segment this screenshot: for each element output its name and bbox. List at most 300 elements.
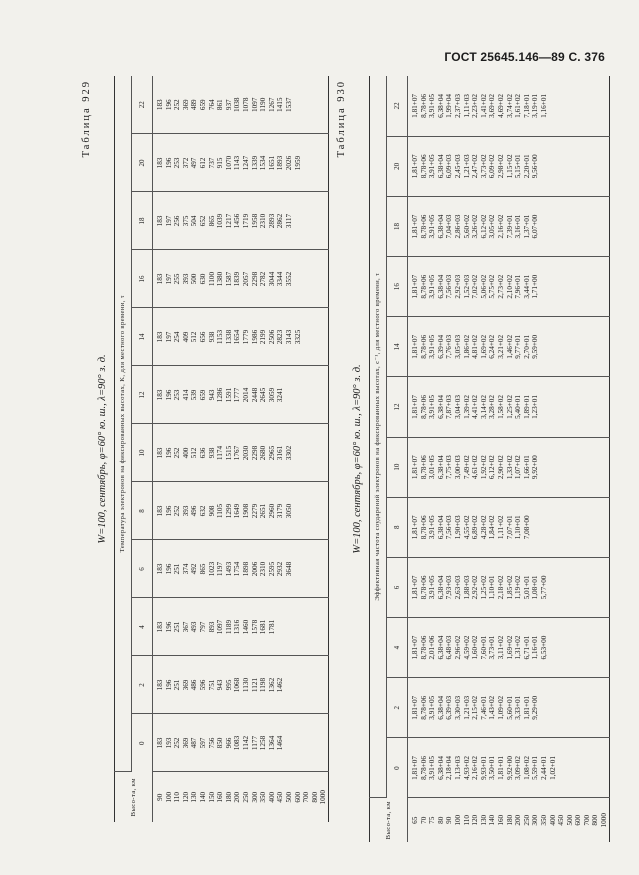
cell-value: 2782 <box>259 271 268 287</box>
cell-value: 3,28+02 <box>488 395 497 419</box>
cell-value: 1,16+01 <box>531 635 540 660</box>
cell-value: 1,81+07 <box>411 214 419 239</box>
cell-value: 1070 <box>224 155 233 171</box>
cell-value: 2,92+03 <box>453 274 462 299</box>
cell-value: 6,12+02 <box>479 214 488 239</box>
cell-value: 2006 <box>250 561 259 577</box>
cell-value: 5,60+01 <box>505 695 514 720</box>
value-column <box>408 377 610 437</box>
value-column <box>408 257 610 317</box>
altitude-value: 70 <box>419 816 428 824</box>
cell-value: 1038 <box>233 97 242 112</box>
cell-value: 1,99+04 <box>445 93 454 118</box>
cell-value: 8,78+06 <box>419 455 428 480</box>
cell-value: 938 <box>207 331 216 343</box>
cell-value: 7,49+02 <box>462 455 471 480</box>
cell-value: 8,78+06 <box>419 154 428 179</box>
cell-value: 2645 <box>259 387 268 403</box>
cell-value: 1754 <box>233 561 242 577</box>
cell-value: 1460 <box>241 619 250 635</box>
cell-value: 7,18+01 <box>522 93 531 118</box>
cell-value: 8,78+06 <box>419 756 428 780</box>
cell-value: 252 <box>173 99 182 111</box>
cell-value: 409 <box>181 331 190 343</box>
altitude-value: 200 <box>233 791 242 803</box>
cell-value: 8,78+06 <box>419 575 428 600</box>
column-header: 14 <box>132 308 153 366</box>
cell-value: 197 <box>164 273 173 285</box>
cell-value: 1,39+02 <box>462 395 471 419</box>
cell-value: 1,25+02 <box>505 395 514 419</box>
value-column <box>408 136 610 196</box>
cell-value: 1,81+07 <box>411 635 419 660</box>
table-block-930 <box>335 76 609 842</box>
cell-value: 1,81+07 <box>411 455 419 480</box>
value-column <box>153 598 329 656</box>
cell-value: 1779 <box>241 329 250 345</box>
cell-value: 2,44+01 <box>539 756 548 780</box>
value-column <box>153 540 329 598</box>
cell-value: 865 <box>207 215 216 227</box>
cell-value: 512 <box>190 447 199 459</box>
cell-value: 1,86+02 <box>462 334 471 359</box>
cell-value: 4,55+02 <box>462 515 471 540</box>
cell-value: 2,90+02 <box>496 455 505 480</box>
value-column <box>153 656 329 714</box>
altitude-value: 160 <box>496 814 505 826</box>
value-column <box>408 678 610 738</box>
altitude-value: 250 <box>241 791 250 803</box>
altitude-value: 250 <box>522 814 531 826</box>
cell-value: 3161 <box>276 445 285 461</box>
cell-value: 3,19+01 <box>531 93 540 118</box>
cell-value: 751 <box>207 679 216 691</box>
altitude-column <box>153 772 329 822</box>
cell-value: 3,91+05 <box>428 515 437 540</box>
cell-value: 4,93+02 <box>462 756 471 780</box>
cell-value: 6,38+04 <box>436 214 445 239</box>
cell-value: 512 <box>190 331 199 343</box>
altitude-value: 100 <box>164 791 173 803</box>
cell-value: 3,91+05 <box>428 93 437 118</box>
cell-value: 1986 <box>250 329 259 345</box>
cell-value: 6,38+04 <box>436 274 445 299</box>
cell-value: 1100 <box>207 271 216 287</box>
cell-value: 3,91+05 <box>428 214 437 239</box>
cell-value: 9,77+01 <box>514 334 523 359</box>
cell-value: 1121 <box>250 677 259 693</box>
cell-value: 8,78+06 <box>419 515 428 540</box>
cell-value: 3,05+03 <box>453 334 462 359</box>
cell-value: 756 <box>207 737 216 749</box>
cell-value: 1,21+03 <box>462 154 471 179</box>
cell-value: 256 <box>173 215 182 227</box>
cell-value: 2862 <box>276 213 285 229</box>
value-column <box>153 482 329 540</box>
cell-value: 3,33+01 <box>514 695 523 720</box>
cell-value: 3,91+05 <box>428 575 437 600</box>
cell-value: 1316 <box>233 619 242 635</box>
cell-value: 251 <box>173 621 182 633</box>
cell-value: 2310 <box>259 213 268 229</box>
cell-value: 1,33+02 <box>505 455 514 480</box>
value-column <box>153 250 329 308</box>
column-header: 20 <box>132 134 153 192</box>
table-title: Температура электронов на фиксированных высотах, K, для местного времени, τ <box>115 76 132 772</box>
cell-value: 5,06+02 <box>479 274 488 299</box>
altitude-column <box>408 798 610 842</box>
altitude-value: 600 <box>574 814 583 826</box>
cell-value: 1,31+02 <box>514 635 523 660</box>
cell-value: 1,81+07 <box>411 154 419 179</box>
column-header: 10 <box>132 424 153 482</box>
altitude-value: 130 <box>479 814 488 826</box>
cell-value: 893 <box>207 621 216 633</box>
cell-value: 1364 <box>267 735 276 751</box>
cell-value: 2893 <box>267 213 276 229</box>
cell-value: 4,61+02 <box>471 455 480 480</box>
cell-value: 1591 <box>224 387 233 403</box>
value-column <box>408 76 610 136</box>
cell-value: 7,75+03 <box>445 455 454 480</box>
cell-value: 1,11+03 <box>462 94 471 118</box>
cell-value: 3,91+05 <box>428 274 437 299</box>
cell-value: 5,75+02 <box>488 274 497 299</box>
cell-value: 1097 <box>250 97 259 112</box>
column-header: 6 <box>387 557 408 617</box>
value-column <box>408 738 610 798</box>
value-column <box>408 317 610 377</box>
cell-value: 252 <box>173 447 182 459</box>
cell-value: 2,47+02 <box>471 154 480 179</box>
cell-value: 966 <box>224 737 233 749</box>
cell-value: 1197 <box>216 561 225 577</box>
cell-value: 1,92+02 <box>479 455 488 480</box>
cell-value: 3,30+03 <box>453 695 462 720</box>
cell-value: 7,56+03 <box>445 515 454 540</box>
cell-value: 1,10+01 <box>514 515 523 540</box>
cell-value: 2298 <box>250 445 259 461</box>
cell-value: 3241 <box>276 387 285 403</box>
altitude-value: 1000 <box>600 813 609 828</box>
altitude-value: 400 <box>267 791 276 803</box>
altitude-value: 130 <box>190 791 199 803</box>
cell-value: 414 <box>181 389 190 401</box>
cell-value: 1,89+01 <box>522 395 531 419</box>
cell-value: 3143 <box>284 329 293 345</box>
cell-value: 2,15+02 <box>471 695 480 720</box>
cell-value: 6,24+02 <box>488 334 497 359</box>
column-header: 4 <box>387 618 408 678</box>
cell-value: 369 <box>181 679 190 691</box>
cell-value: 3117 <box>284 213 293 229</box>
cell-value: 2,16+02 <box>471 756 480 780</box>
cell-value: 659 <box>198 99 207 111</box>
cell-value: 1,81+07 <box>411 695 419 720</box>
cell-value: 3648 <box>284 561 293 577</box>
cell-value: 1,11+02 <box>496 515 505 540</box>
cell-value: 1,69+02 <box>479 334 488 359</box>
cell-value: 3552 <box>284 271 293 287</box>
cell-value: 1083 <box>233 735 242 751</box>
cell-value: 374 <box>181 563 190 575</box>
cell-value: 3,91+05 <box>428 334 437 359</box>
cell-value: 196 <box>164 505 173 517</box>
cell-value: 183 <box>156 737 164 749</box>
cell-value: 2026 <box>284 155 293 171</box>
column-header: 8 <box>387 497 408 557</box>
data-table <box>369 76 610 842</box>
cell-value: 8,78+06 <box>419 334 428 359</box>
cell-value: 6,38+04 <box>436 695 445 720</box>
cell-value: 251 <box>173 679 182 691</box>
cell-value: 9,56+00 <box>531 154 540 179</box>
cell-value: 1,07+02 <box>514 455 523 480</box>
altitude-value: 200 <box>514 814 523 826</box>
table-caption: W=100, сентябрь, φ=60° ю. ш., λ=90° з. д. <box>352 364 363 554</box>
altitude-value: 500 <box>284 791 293 803</box>
cell-value: 1893 <box>276 155 285 171</box>
altitude-value: 450 <box>276 791 285 803</box>
cell-value: 1,60+02 <box>471 635 480 660</box>
cell-value: 6,39+03 <box>445 695 454 720</box>
cell-value: 3179 <box>276 503 285 519</box>
cell-value: 6,38+04 <box>436 756 445 780</box>
cell-value: 1,08+01 <box>531 575 540 600</box>
cell-value: 2960 <box>267 503 276 519</box>
cell-value: 252 <box>173 737 182 749</box>
cell-value: 6,48+03 <box>445 635 454 660</box>
cell-value: 737 <box>207 157 216 169</box>
cell-value: 7,93+03 <box>445 575 454 600</box>
cell-value: 3,26+02 <box>471 214 480 239</box>
altitude-value: 600 <box>293 791 302 803</box>
cell-value: 6,38+04 <box>436 455 445 480</box>
cell-value: 2,16+02 <box>496 214 505 239</box>
cell-value: 183 <box>156 99 164 111</box>
cell-value: 255 <box>173 273 182 285</box>
cell-value: 2310 <box>259 561 268 577</box>
cell-value: 1339 <box>250 155 259 171</box>
cell-value: 1068 <box>233 677 242 693</box>
cell-value: 8,78+06 <box>419 395 428 419</box>
cell-value: 1023 <box>207 561 216 577</box>
cell-value: 6,38+04 <box>436 575 445 600</box>
cell-value: 4,69+02 <box>496 93 505 118</box>
cell-value: 1651 <box>267 155 276 171</box>
cell-value: 1142 <box>241 735 250 751</box>
cell-value: 1258 <box>259 735 268 751</box>
cell-value: 1198 <box>259 677 268 693</box>
altitude-value: 800 <box>310 791 319 803</box>
cell-value: 6,38+04 <box>436 93 445 118</box>
altitude-value: 180 <box>505 814 514 826</box>
cell-value: 183 <box>156 563 164 575</box>
cell-value: 3044 <box>267 271 276 287</box>
altitude-value: 120 <box>471 814 480 826</box>
cell-value: 197 <box>164 331 173 343</box>
cell-value: 3,50+01 <box>488 756 497 780</box>
altitude-value: 65 <box>411 816 419 824</box>
cell-value: 2932 <box>276 561 285 577</box>
cell-value: 254 <box>173 331 182 343</box>
cell-value: 9,59+00 <box>531 334 540 359</box>
column-header: 10 <box>387 437 408 497</box>
altitude-value: 75 <box>428 816 437 824</box>
altitude-value: 300 <box>531 814 540 826</box>
value-column <box>153 714 329 772</box>
cell-value: 596 <box>198 679 207 691</box>
cell-value: 1681 <box>259 619 268 635</box>
cell-value: 1,81+07 <box>411 515 419 540</box>
cell-value: 2,37+03 <box>453 93 462 118</box>
cell-value: 487 <box>190 737 199 749</box>
cell-value: 597 <box>198 737 207 749</box>
cell-value: 3325 <box>293 329 302 345</box>
cell-value: 2,45+03 <box>453 154 462 179</box>
cell-value: 504 <box>190 215 199 227</box>
cell-value: 850 <box>216 737 225 749</box>
cell-value: 1959 <box>293 155 302 171</box>
cell-value: 3,73+02 <box>479 154 488 179</box>
cell-value: 3,44+01 <box>522 274 531 299</box>
column-header: 0 <box>387 738 408 798</box>
cell-value: 4,59+02 <box>462 635 471 660</box>
cell-value: 3344 <box>276 271 285 287</box>
cell-value: 7,46+01 <box>479 695 488 720</box>
altitude-value: 400 <box>548 814 557 826</box>
cell-value: 183 <box>156 679 164 691</box>
altitude-value: 110 <box>462 815 471 826</box>
cell-value: 1,43+02 <box>488 695 497 720</box>
altitude-value: 800 <box>591 814 600 826</box>
cell-value: 1286 <box>216 387 225 403</box>
cell-value: 3,14+02 <box>479 395 488 419</box>
value-column <box>408 437 610 497</box>
cell-value: 1338 <box>224 329 233 345</box>
cell-value: 4,41+02 <box>471 395 480 419</box>
cell-value: 369 <box>181 99 190 111</box>
cell-value: 393 <box>181 273 190 285</box>
cell-value: 3,91+05 <box>428 154 437 179</box>
cell-value: 6,09+03 <box>445 154 454 179</box>
column-header: 12 <box>132 366 153 424</box>
cell-value: 612 <box>198 157 207 169</box>
value-column <box>408 557 610 617</box>
cell-value: 1,09+02 <box>496 695 505 720</box>
column-header: 12 <box>387 377 408 437</box>
altitude-value: 100 <box>453 814 462 826</box>
cell-value: 9,29+00 <box>531 695 540 720</box>
cell-value: 2,18+04 <box>445 756 454 780</box>
cell-value: 1177 <box>250 735 259 751</box>
cell-value: 1,81+07 <box>411 756 419 780</box>
column-header: 0 <box>132 714 153 772</box>
altitude-value: 700 <box>302 791 311 803</box>
cell-value: 1217 <box>224 213 233 229</box>
cell-value: 7,02+02 <box>471 274 480 299</box>
cell-value: 1,23+01 <box>531 395 540 419</box>
cell-value: 3,91+05 <box>428 395 437 419</box>
cell-value: 1462 <box>276 677 285 693</box>
cell-value: 1578 <box>250 619 259 635</box>
value-column <box>153 424 329 482</box>
cell-value: 1190 <box>259 97 268 112</box>
altitude-value: 450 <box>557 814 566 826</box>
cell-value: 3,05+02 <box>488 214 497 239</box>
cell-value: 489 <box>190 99 199 111</box>
cell-value: 1,81+07 <box>411 93 419 118</box>
column-header: 16 <box>132 250 153 308</box>
cell-value: 2,23+02 <box>471 93 480 118</box>
cell-value: 1,81+01 <box>522 695 531 720</box>
cell-value: 6,89+02 <box>471 515 480 540</box>
cell-value: 1654 <box>233 329 242 345</box>
cell-value: 1839 <box>233 271 242 287</box>
cell-value: 1,81+07 <box>411 274 419 299</box>
cell-value: 8,78+06 <box>419 635 428 660</box>
cell-value: 2,63+03 <box>453 575 462 600</box>
cell-value: 1515 <box>224 445 233 461</box>
cell-value: 1898 <box>241 561 250 577</box>
cell-value: 5,01+01 <box>522 575 531 600</box>
cell-value: 2,10+02 <box>505 274 514 299</box>
column-header: 4 <box>132 598 153 656</box>
column-header: 2 <box>132 656 153 714</box>
cell-value: 493 <box>190 621 199 633</box>
cell-value: 4,81+02 <box>471 334 480 359</box>
cell-value: 797 <box>198 621 207 633</box>
cell-value: 193 <box>164 737 173 749</box>
cell-value: 8,78+06 <box>419 214 428 239</box>
cell-value: 253 <box>173 389 182 401</box>
cell-value: 9,92+00 <box>531 455 540 480</box>
cell-value: 2,01+06 <box>428 635 437 660</box>
cell-value: 8,78+06 <box>419 695 428 720</box>
altitude-value: 500 <box>565 814 574 826</box>
cell-value: 1777 <box>233 387 242 403</box>
column-header: 16 <box>387 257 408 317</box>
cell-value: 2014 <box>241 387 250 403</box>
altitude-value: 80 <box>436 816 445 824</box>
cell-value: 196 <box>164 389 173 401</box>
cell-value: 1267 <box>267 97 276 112</box>
cell-value: 6,38+04 <box>436 635 445 660</box>
cell-value: 183 <box>156 505 164 517</box>
cell-value: 3059 <box>267 387 276 403</box>
cell-value: 2,70+01 <box>522 334 531 359</box>
cell-value: 400 <box>181 447 190 459</box>
cell-value: 2651 <box>259 503 268 519</box>
cell-value: 3,16+01 <box>514 214 523 239</box>
cell-value: 7,39+01 <box>505 214 514 239</box>
cell-value: 1143 <box>233 155 242 171</box>
altitude-value: 150 <box>207 791 216 803</box>
value-column <box>153 76 329 134</box>
cell-value: 1464 <box>276 735 285 751</box>
cell-value: 2823 <box>276 329 285 345</box>
cell-value: 1299 <box>224 503 233 519</box>
cell-value: 3,91+05 <box>428 695 437 720</box>
cell-value: 1380 <box>216 271 225 287</box>
cell-value: 1415 <box>276 97 285 112</box>
cell-value: 7,76+03 <box>445 334 454 359</box>
cell-value: 196 <box>164 679 173 691</box>
cell-value: 1130 <box>241 677 250 693</box>
table-title: Эффективная частота соударений электронов на фиксированных высотах, с⁻¹, для местного времени, τ <box>370 76 387 798</box>
table-caption: W=100, сентябрь, φ=60° ю. ш., λ=90° з. д. <box>97 354 108 544</box>
cell-value: 367 <box>181 621 190 633</box>
